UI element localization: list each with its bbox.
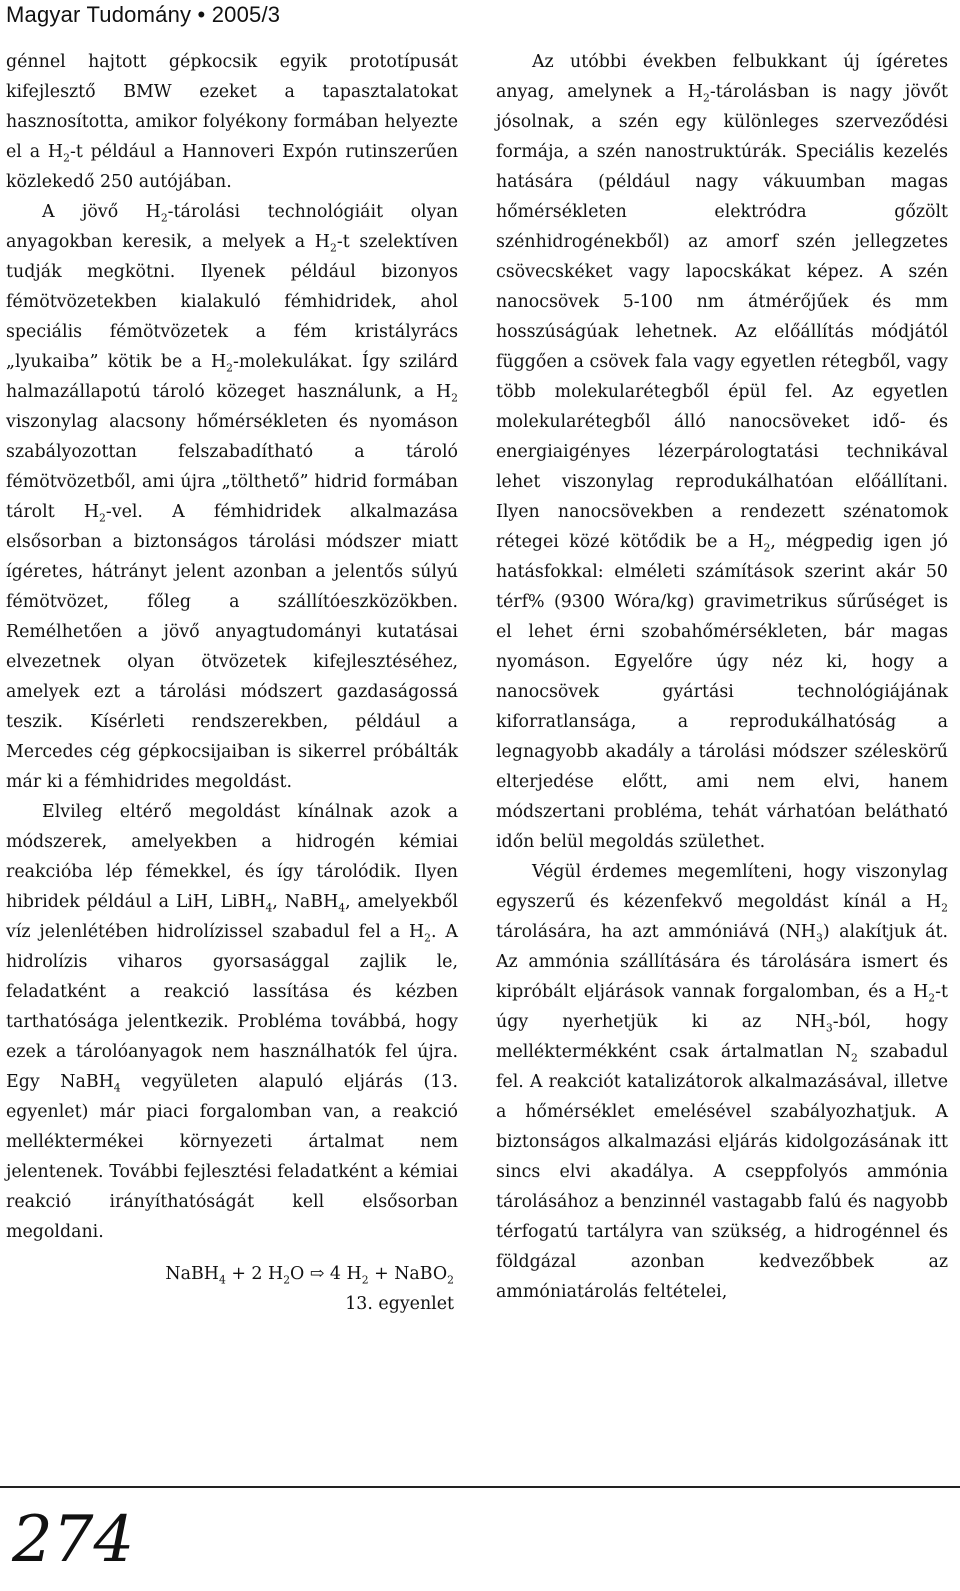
equation-label: 13. egyenlet [345,1294,454,1314]
footer-divider [0,1486,960,1488]
right-paragraph-2: Végül érdemes megemlíteni, hogy viszonylag egyszerű és kézenfekvő megoldást kínál a $H_2$ tárolására, ha azt ammóniává $(NH_3)$ alakítjuk át. Az ammónia szállítására és tárolására ismert és kipróbált eljárások vannak forgalomban, és a $H_2-t$ úgy nyerhetjük ki az $NH_3$-ból, hogy melléktermékként csak ártalmatlan $N_2$ szabadul fel. A reakciót katalizátorok alkalmazásával, illetve a hőmérséklet emelésével szabályozhatjuk. A biztonságos alkalmazási eljárás kidolgozásának itt sincs elvi akadálya. A cseppfolyós ammónia tárolásához a benzinnél vastagabb falú és nagyobb térfogatú tartályra van szükség, a hidrogénnel és földgázal azonban kedvezőbbek az ammóniatárolás feltételei, [496,862,948,1302]
right-column [496,47,948,1307]
equation-13 [6,1259,458,1319]
left-paragraph-1: génnel hajtott gépkocsik egyik prototípusát kifejlesztő BMW ezeket a tapasztalatokat hasznosította, amikor folyékony formában helyezte el a $H_2-t$ például a Hannoveri Expón rutinszerűen közlekedő 250 autójában. [6,52,458,192]
left-column [6,47,458,1319]
equation-formula: NaBH$_4$ + 2 $H_2O$ ⇨ 4 $H_2$ + NaBO$_2$ [165,1264,454,1287]
left-paragraph-3: Elvileg eltérő megoldást kínálnak azok a módszerek, amelyekben a hidrogén kémiai reakcióba lép fémekkel, és így tárolódik. Ilyen hibridek például a LiH, LiBH$_4$, NaBH$_4$, amelyekből víz jelenlétében hidrolízissel szabadul fel a $H_2$. A hidrolízis viharos gyorsasággal zajlik le, feladatként a reakció lassítása és kézben tarthatósága jelentkezik. Probléma továbbá, hogy ezek a tárolóanyagok nem használhatók fel újra. Egy NaBH$_4$ vegyületen alapuló eljárás (13. egyenlet) már piaci forgalomban van, a reakció melléktermékei környezeti ártalmat nem jelentenek. További fejlesztési feladatként a kémiai reakció irányíthatóságát kell elsősorban megoldani. [6,802,459,1242]
journal-header: Magyar Tudomány • 2005/3 [6,2,281,27]
left-paragraph-2: A jövő $H_2$-tárolási technológiáit olyan anyagokban keresik, a melyek a $H_2-t$ szelektíven tudják megkötni. Ilyenek például bizonyos fémötvözetekben kialakuló fémhidridek, ahol speciális fémötvözetek a fém kristályrács „lyukaiba” kötik be a $H_2$-molekulákat. Így szilárd halmazállapotú tároló közeget használunk, a $H_2$ viszonylag alacsony hőmérsékleten és nyomáson szabályozottan felszabadítható a tároló fémötvözetből, ami újra „tölthető” hidrid formában tárolt $H_2$-vel. A fémhidridek alkalmazása elsősorban a biztonságos tárolási módszer miatt ígéretes, hátrányt jelent azonban a jelentős súlyú fémötvözet, főleg a szállítóeszközökben. Remélhetően a jövő anyagtudományi kutatásai elvezetnek olyan ötvözetek kifejlesztéséhez, amelyek ezt a tárolási módszert gazdaságossá teszik. Kísérleti rendszerekben, például a Mercedes cég gépkocsijaiban is sikerrel próbálták már ki a fémhidrides megoldást. [6,202,459,792]
right-paragraph-1: Az utóbbi években felbukkant új ígéretes anyag, amelynek a $H_2$-tárolásban is nagy jövőt jósolnak, a szén egy különleges szerveződési formája, a szén nanostruktúrák. Speciális kezelés hatására (például nagy vákuumban magas hőmérsékleten elektródra gőzölt szénhidrogénekből) az amorf szén jellegzetes csövecskéket vagy lapocskákat képez. A szén nanocsövek 5-100 nm átmérőjűek és mm hosszúságúak lehetnek. Az előállítás módjától függően a csövek fala vagy egyetlen rétegből, vagy több molekularétegből épül fel. Az egyetlen molekularétegből álló nanocsöveket idő- és energiaigényes lézerpárologtatási technikával lehet viszonylag reprodukálhatóan előállítani. Ilyen nanocsövekben a rendezett szénatomok rétegei közé kötődik be a $H_2$, mégpedig igen jó hatásfokkal: elméleti számítások szerint akár 50 térf% (9300 Wóra/kg) gravimetrikus sűrűséget is el lehet érni szobahőmérsékleten, bár magas nyomáson. Egyelőre úgy néz ki, hogy a nanocsövek gyártási technológiájának kiforratlansága, a reprodukálhatóság a legnagyobb akadály a tárolási módszer széleskörű elterjedése előtt, ami nem elvi, hanem módszertani probléma, tehát várhatóan belátható időn belül megoldás születhet. [496,52,948,852]
page-number: 274 [12,1503,135,1577]
